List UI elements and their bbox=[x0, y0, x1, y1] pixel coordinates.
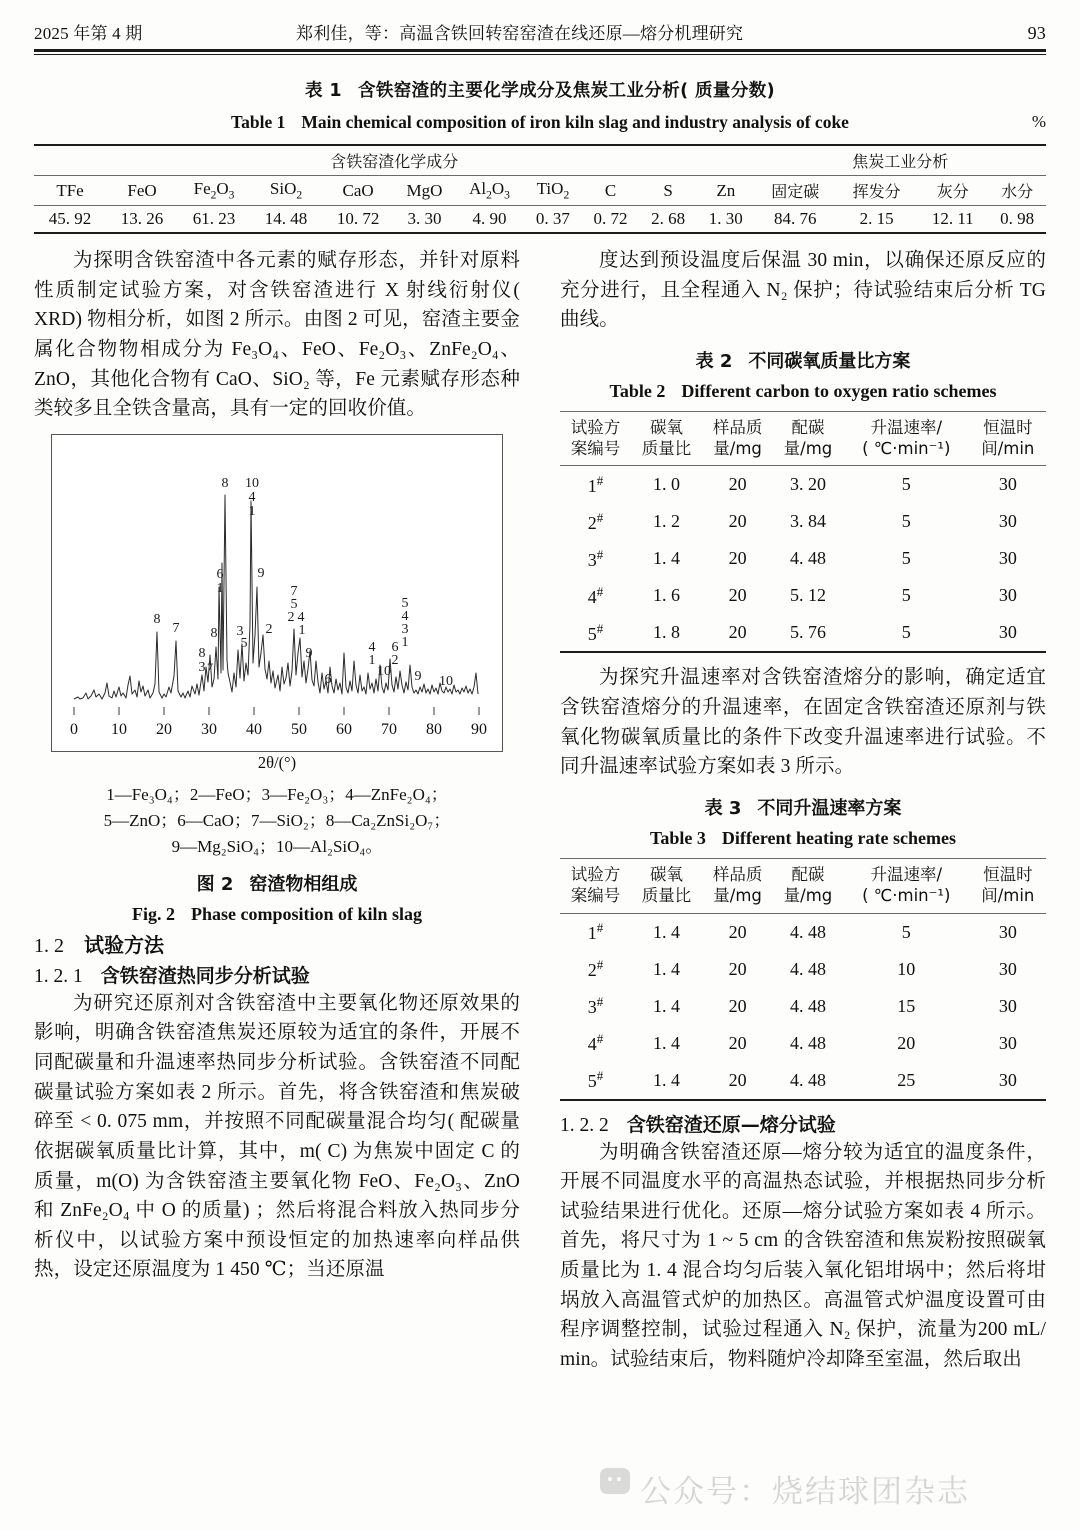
table2-cell: 20 bbox=[728, 622, 747, 643]
table1-cell: 1. 30 bbox=[708, 209, 743, 228]
figure-2-caption-en-text: Phase composition of kiln slag bbox=[190, 903, 423, 924]
table3-cell: 20 bbox=[728, 1069, 747, 1090]
table3-cell: 10 bbox=[897, 958, 916, 979]
table2-col-scheme-no-l2: 案编号 bbox=[570, 438, 621, 458]
table2-cell: 1. 8 bbox=[653, 622, 681, 643]
svg-text:8: 8 bbox=[198, 645, 206, 661]
table3-col-sample-mass-l1: 样品质 bbox=[712, 864, 763, 884]
table2-cell: 30 bbox=[998, 585, 1017, 606]
table2-cell-scheme: 4# bbox=[587, 583, 604, 607]
table1-col-zn: Zn bbox=[716, 180, 736, 200]
table3-cell-scheme: 5# bbox=[587, 1068, 604, 1091]
table1-cell: 0. 72 bbox=[593, 209, 628, 228]
table-row bbox=[560, 951, 1046, 988]
table1-col-tio2: TiO$_2$ bbox=[536, 179, 570, 202]
table1 bbox=[34, 144, 1046, 234]
table2-col-hold-time bbox=[970, 411, 1046, 466]
svg-text:7: 7 bbox=[207, 659, 213, 674]
svg-text:7: 7 bbox=[290, 583, 298, 599]
table1-cell: 13. 26 bbox=[120, 209, 164, 228]
svg-text:1: 1 bbox=[248, 503, 256, 519]
table2-cell: 5. 12 bbox=[789, 585, 826, 606]
svg-text:3: 3 bbox=[236, 623, 244, 639]
table1-group-coke: 焦炭工业分析 bbox=[755, 145, 1046, 176]
table2-cell: 20 bbox=[728, 474, 747, 495]
svg-text:6: 6 bbox=[391, 639, 399, 655]
table-row bbox=[560, 988, 1046, 1025]
table1-col-volatile: 挥发分 bbox=[852, 182, 901, 201]
right-paragraph-1: 度达到预设温度后保温 30 min，以确保还原反应的充分进行，且全程通入 N₂ 保护；待试验结束后分析 TG 曲线。 bbox=[560, 250, 1046, 331]
table2-col-carbon-mass-l2: 量/mg bbox=[783, 438, 833, 458]
table3-col-co-ratio-l1: 碳氧 bbox=[650, 864, 684, 884]
table3-caption-cn-text: 不同升温速率方案 bbox=[757, 797, 902, 819]
table2-cell: 5 bbox=[901, 474, 911, 495]
table1-cell: 0. 37 bbox=[535, 209, 570, 228]
svg-text:5: 5 bbox=[401, 595, 409, 611]
svg-text:9: 9 bbox=[305, 645, 313, 661]
table1-cell: 14. 48 bbox=[264, 209, 308, 228]
table-row bbox=[560, 466, 1046, 504]
svg-text:9: 9 bbox=[257, 565, 265, 581]
table2-cell: 5 bbox=[901, 622, 911, 643]
svg-text:8: 8 bbox=[221, 475, 229, 491]
table1-cell: 2. 15 bbox=[859, 209, 894, 228]
table3-caption-cn-num: 表 3 bbox=[704, 797, 742, 819]
svg-text:60: 60 bbox=[336, 720, 352, 738]
table3-cell: 1. 4 bbox=[653, 1032, 681, 1053]
table3-cell: 4. 48 bbox=[789, 921, 826, 942]
table3-cell: 4. 48 bbox=[789, 995, 826, 1016]
table1-cell: 84. 76 bbox=[773, 209, 817, 228]
svg-text:50: 50 bbox=[291, 720, 307, 738]
table3-col-hold-time-l2: 间/min bbox=[981, 885, 1035, 905]
table3-col-scheme-no-l2: 案编号 bbox=[570, 885, 621, 905]
figure-2-caption-cn bbox=[34, 870, 520, 896]
svg-text:4: 4 bbox=[368, 639, 376, 655]
table1-cell: 10. 72 bbox=[336, 209, 380, 228]
table3-caption-en-num: Table 3 bbox=[650, 827, 706, 848]
table3-col-carbon-mass-l2: 量/mg bbox=[783, 885, 833, 905]
figure-2-caption-cn-text: 窑渣物相组成 bbox=[249, 873, 358, 895]
figure-2-plot-area bbox=[51, 434, 503, 752]
table3-cell: 25 bbox=[897, 1069, 916, 1090]
table1-col-tfe: TFe bbox=[56, 180, 84, 200]
figure-2-legend-line-3: 9—Mg₂SiO₄；10—Al₂SiO₄。 bbox=[171, 837, 383, 857]
section-heading-1-2-2 bbox=[560, 1110, 1046, 1137]
table3-cell: 1. 4 bbox=[653, 921, 681, 942]
two-column-body bbox=[34, 234, 1046, 1375]
svg-text:9: 9 bbox=[414, 668, 422, 684]
table2 bbox=[560, 411, 1046, 654]
table3-cell: 20 bbox=[897, 1032, 916, 1053]
table1-cell: 2. 68 bbox=[651, 209, 686, 228]
table3-cell: 4. 48 bbox=[789, 1069, 826, 1090]
table2-cell: 30 bbox=[998, 548, 1017, 569]
table3-cell: 1. 4 bbox=[653, 1069, 681, 1090]
table3-cell: 20 bbox=[728, 921, 747, 942]
header-rule-thin bbox=[34, 54, 1046, 55]
table3-col-scheme-no bbox=[560, 858, 631, 913]
table2-col-co-ratio-l2: 质量比 bbox=[641, 438, 692, 458]
table3-caption-en bbox=[560, 828, 1046, 849]
svg-text:2: 2 bbox=[265, 621, 273, 637]
table2-cell: 30 bbox=[998, 511, 1017, 532]
table3 bbox=[560, 858, 1046, 1101]
svg-text:10: 10 bbox=[377, 663, 391, 679]
table1-caption-en-text: Main chemical composition of iron kiln slag and industry analysis of coke bbox=[301, 112, 849, 132]
table3-cell: 20 bbox=[728, 958, 747, 979]
section-number-1-2-1: 1. 2. 1 bbox=[34, 965, 83, 987]
svg-text:3: 3 bbox=[198, 659, 206, 675]
table2-col-carbon-mass-l1: 配碳 bbox=[791, 417, 825, 437]
table3-cell-scheme: 3# bbox=[587, 994, 604, 1017]
svg-text:70: 70 bbox=[381, 720, 397, 738]
table1-col-ash: 灰分 bbox=[936, 182, 969, 201]
svg-text:4: 4 bbox=[248, 489, 256, 505]
table3-cell: 5 bbox=[901, 921, 911, 942]
section-number-1-2: 1. 2 bbox=[34, 934, 64, 957]
table2-cell: 4. 48 bbox=[789, 548, 826, 569]
table3-col-sample-mass-l2: 量/mg bbox=[713, 885, 762, 905]
left-paragraph-1: 为探明含铁窑渣中各元素的赋存形态，并针对原料性质制定试验方案，对含铁窑渣进行 X 射线衍射仪( XRD) 物相分析，如图 2 所示。由图 2 可见，窑渣主要金属化合物物相成分为 Fe₃O₄、FeO、Fe₂O₃、ZnFe₂O₄、ZnO，其他化合物有 CaO、SiO₂ 等，Fe 元素赋存形态种类较多且全铁含量高，具有一定的回收价值。 bbox=[34, 250, 520, 420]
svg-text:10: 10 bbox=[245, 475, 259, 491]
svg-text:4: 4 bbox=[297, 609, 305, 625]
table2-col-sample-mass-l1: 样品质 bbox=[712, 417, 763, 437]
table2-cell: 5 bbox=[901, 548, 911, 569]
section-heading-1-2-1 bbox=[34, 961, 520, 988]
table2-caption-cn-num: 表 2 bbox=[695, 350, 733, 372]
watermark-text: 公众号：烧结球团杂志 bbox=[640, 1474, 970, 1510]
table3-cell: 30 bbox=[998, 1069, 1017, 1090]
table1-cell: 4. 90 bbox=[472, 209, 507, 228]
table2-cell: 30 bbox=[998, 622, 1017, 643]
table2-caption-en-text: Different carbon to oxygen ratio schemes bbox=[681, 380, 997, 401]
table2-caption-cn-text: 不同碳氧质量比方案 bbox=[748, 350, 911, 372]
table1-group-slag: 含铁窑渣化学成分 bbox=[34, 145, 755, 176]
svg-text:6: 6 bbox=[324, 671, 332, 687]
table-row bbox=[560, 1025, 1046, 1062]
table3-col-co-ratio-l2: 质量比 bbox=[641, 885, 692, 905]
wechat-badge-icon bbox=[600, 1468, 630, 1494]
table2-cell: 1. 4 bbox=[653, 548, 681, 569]
page-number: 93 bbox=[1027, 23, 1046, 43]
svg-text:40: 40 bbox=[246, 720, 262, 738]
table3-col-hold-time bbox=[970, 858, 1046, 913]
svg-text:8: 8 bbox=[153, 611, 161, 627]
table2-cell: 20 bbox=[728, 585, 747, 606]
table3-cell: 20 bbox=[728, 995, 747, 1016]
table2-cell-scheme: 3# bbox=[587, 546, 604, 570]
xrd-pattern-chart bbox=[52, 435, 502, 751]
table2-cell: 1. 0 bbox=[653, 474, 681, 495]
table3-cell-scheme: 2# bbox=[587, 957, 604, 980]
table3-cell: 4. 48 bbox=[789, 1032, 826, 1053]
table3-cell: 30 bbox=[998, 921, 1017, 942]
table2-caption-en bbox=[560, 381, 1046, 402]
table1-cell: 3. 30 bbox=[407, 209, 442, 228]
section-heading-1-2 bbox=[34, 929, 520, 958]
table2-cell: 30 bbox=[998, 474, 1017, 495]
table3-col-scheme-no-l1: 试验方 bbox=[570, 864, 621, 884]
table3-col-hold-time-l1: 恒温时 bbox=[983, 864, 1033, 884]
table1-caption-cn-num: 表 1 bbox=[304, 81, 342, 101]
table2-cell: 1. 6 bbox=[653, 585, 681, 606]
table2-caption-cn bbox=[560, 347, 1046, 373]
table3-col-carbon-mass bbox=[773, 858, 843, 913]
section-title-1-2-1: 含铁窑渣热同步分析试验 bbox=[100, 964, 310, 987]
table1-caption-en-num: Table 1 bbox=[231, 112, 286, 132]
table3-cell: 30 bbox=[998, 1032, 1017, 1053]
table3-cell: 20 bbox=[728, 1032, 747, 1053]
table3-cell-scheme: 4# bbox=[587, 1031, 604, 1054]
table1-col-fixed-carbon: 固定碳 bbox=[771, 182, 820, 201]
table1-header-row bbox=[34, 176, 1046, 206]
figure-2 bbox=[34, 434, 520, 925]
table2-cell-scheme: 1# bbox=[587, 472, 604, 496]
figure-2-legend-line-1: 1—Fe₃O₄；2—FeO；3—Fe₂O₃；4—ZnFe₂O₄； bbox=[106, 784, 448, 804]
svg-text:6: 6 bbox=[216, 566, 224, 582]
table2-col-scheme-no-l1: 试验方 bbox=[570, 417, 621, 437]
table2-col-scheme-no bbox=[560, 411, 631, 466]
table2-col-co-ratio bbox=[631, 411, 702, 466]
table2-cell: 3. 20 bbox=[789, 474, 826, 495]
table2-col-hold-time-l2: 间/min bbox=[981, 438, 1035, 458]
table3-col-co-ratio bbox=[631, 858, 702, 913]
left-paragraph-2: 为研究还原剂对含铁窑渣中主要氧化物还原效果的影响，明确含铁窑渣焦炭还原较为适宜的条件，开展不同配碳量和升温速率热同步分析试验。含铁窑渣不同配碳量试验方案如表 2 所示。首先，将含铁窑渣和焦炭破碎至 < 0. 075 mm，并按照不同配碳量混合均匀( 配碳量依据碳氧质量比计算，其中，m( C) 为焦炭中固定 C 的质量，m(O) 为含铁窑渣主要氧化物 FeO、Fe₂O₃、ZnO 和 ZnFe₂O₄ 中 O 的质量) ；然后将混合料放入热同步分析仪中，以试验方案中预设恒定的加热速率向样品供热，设定还原温度为 1 450 ℃；当还原温 bbox=[34, 992, 520, 1281]
table3-cell: 1. 4 bbox=[653, 995, 681, 1016]
table-row bbox=[560, 540, 1046, 577]
section-number-1-2-2: 1. 2. 2 bbox=[560, 1114, 609, 1136]
table1-col-c: C bbox=[604, 180, 617, 200]
svg-text:0: 0 bbox=[70, 720, 78, 738]
table3-cell: 30 bbox=[998, 958, 1017, 979]
table3-caption-en-text: Different heating rate schemes bbox=[721, 827, 956, 848]
table-row bbox=[560, 614, 1046, 652]
table1-group-row bbox=[34, 145, 1046, 176]
table3-col-heating-rate-l1: 升温速率/ bbox=[870, 864, 943, 884]
table2-cell: 5 bbox=[901, 511, 911, 532]
svg-text:20: 20 bbox=[156, 720, 172, 738]
table3-header-row bbox=[560, 858, 1046, 913]
svg-text:1: 1 bbox=[401, 634, 409, 650]
table2-col-sample-mass-l2: 量/mg bbox=[713, 438, 762, 458]
table3-col-heating-rate-l2: ( ℃·min⁻¹) bbox=[862, 885, 951, 905]
svg-text:30: 30 bbox=[201, 720, 217, 738]
left-column bbox=[34, 234, 520, 1375]
section-title-1-2: 试验方法 bbox=[84, 932, 164, 957]
table1-cell: 12. 11 bbox=[931, 209, 974, 228]
svg-text:80: 80 bbox=[426, 720, 442, 738]
table2-col-co-ratio-l1: 碳氧 bbox=[650, 417, 684, 437]
svg-text:5: 5 bbox=[240, 635, 248, 651]
table3-col-heating-rate bbox=[843, 858, 970, 913]
figure-2-caption-en-num: Fig. 2 bbox=[131, 903, 175, 924]
table2-caption-en-num: Table 2 bbox=[609, 380, 666, 401]
table2-cell-scheme: 2# bbox=[587, 509, 604, 533]
svg-text:5: 5 bbox=[290, 596, 298, 612]
table1-col-mgo: MgO bbox=[406, 180, 443, 200]
table3-cell-scheme: 1# bbox=[587, 920, 604, 943]
table3-cell: 30 bbox=[998, 995, 1017, 1016]
table-row bbox=[560, 503, 1046, 540]
running-head bbox=[34, 0, 1046, 44]
table3-cell: 15 bbox=[897, 995, 916, 1016]
svg-text:2: 2 bbox=[391, 652, 399, 668]
svg-text:1: 1 bbox=[216, 580, 224, 596]
table2-cell: 20 bbox=[728, 548, 747, 569]
table2-header-row bbox=[560, 411, 1046, 466]
table2-col-sample-mass bbox=[702, 411, 773, 466]
table1-col-al2o3: $Al_2O_3$ bbox=[469, 179, 510, 202]
svg-text:4: 4 bbox=[401, 608, 409, 624]
table-row bbox=[34, 206, 1046, 234]
running-head-issue: 2025 年第 4 期 bbox=[34, 24, 143, 43]
table2-col-heating-rate bbox=[843, 411, 970, 466]
table2-cell: 5 bbox=[901, 585, 911, 606]
table2-col-carbon-mass bbox=[773, 411, 843, 466]
figure-2-legend-line-2: 5—ZnO；6—CaO；7—SiO₂；8—Ca₂ZnSi₂O₇； bbox=[103, 811, 451, 831]
table1-unit-note: % bbox=[1031, 112, 1046, 131]
table2-cell: 3. 84 bbox=[789, 511, 826, 532]
running-head-title: 郑利佳，等：高温含铁回转窑窑渣在线还原—熔分机理研究 bbox=[296, 24, 744, 43]
table-row bbox=[560, 913, 1046, 951]
table2-cell: 5. 76 bbox=[789, 622, 826, 643]
table1-caption-cn bbox=[34, 77, 1046, 102]
figure-2-caption-en bbox=[34, 904, 520, 925]
svg-text:8: 8 bbox=[210, 625, 218, 641]
table3-cell: 4. 48 bbox=[789, 958, 826, 979]
table1-col-feo: FeO bbox=[127, 180, 157, 200]
table2-col-heating-rate-l1: 升温速率/ bbox=[870, 417, 943, 437]
table2-col-hold-time-l1: 恒温时 bbox=[983, 417, 1033, 437]
svg-text:2: 2 bbox=[287, 609, 295, 625]
table1-col-fe2o3: $Fe_2O_3$ bbox=[193, 179, 235, 202]
table2-cell-scheme: 5# bbox=[587, 620, 604, 644]
table2-cell: 1. 2 bbox=[653, 511, 681, 532]
table1-col-moisture: 水分 bbox=[1001, 182, 1034, 201]
svg-text:1: 1 bbox=[368, 652, 376, 668]
svg-text:90: 90 bbox=[471, 720, 487, 738]
svg-text:10: 10 bbox=[439, 673, 453, 689]
table1-caption-en bbox=[34, 112, 1046, 133]
svg-text:1: 1 bbox=[298, 622, 306, 638]
figure-2-legend bbox=[34, 782, 520, 861]
table2-col-heating-rate-l2: ( ℃·min⁻¹) bbox=[862, 438, 951, 458]
table1-col-s: S bbox=[663, 180, 673, 200]
table1-col-cao: CaO bbox=[342, 180, 374, 200]
table2-cell: 20 bbox=[728, 511, 747, 532]
svg-text:7: 7 bbox=[172, 620, 180, 636]
section-title-1-2-2: 含铁窑渣还原—熔分试验 bbox=[626, 1113, 836, 1136]
right-column bbox=[560, 234, 1046, 1375]
table-row bbox=[560, 1062, 1046, 1100]
svg-text:3: 3 bbox=[401, 621, 409, 637]
table3-cell: 1. 4 bbox=[653, 958, 681, 979]
table-row bbox=[560, 577, 1046, 614]
header-rule-thick bbox=[34, 49, 1046, 52]
table1-cell: 45. 92 bbox=[48, 209, 92, 228]
table1-col-sio2: SiO$_2$ bbox=[269, 179, 303, 202]
right-paragraph-2: 为探究升温速率对含铁窑渣熔分的影响，确定适宜含铁窑渣熔分的升温速率，在固定含铁窑渣还原剂与铁氧化物碳氧质量比的条件下改变升温速率进行试验。不同升温速率试验方案如表 3 所示。 bbox=[560, 667, 1046, 778]
table3-caption-cn bbox=[560, 794, 1046, 820]
table3-col-sample-mass bbox=[702, 858, 773, 913]
right-paragraph-3: 为明确含铁窑渣还原—熔分较为适宜的温度条件，开展不同温度水平的高温热态试验，并根据热同步分析试验结果进行优化。还原—熔分试验方案如表 4 所示。首先，将尺寸为 1 ~ 5 cm 的含铁窑渣和焦炭粉按照碳氧质量比为 1. 4 混合均匀后装入氧化铝坩埚中；然后将坩埚放入高温管式炉的加热区。高温管式炉温度设置可由程序调整控制，试验过程通入 N₂ 保护，流量为200 mL/ min。试验结束后，物料随炉冷却降至室温，然后取出 bbox=[560, 1141, 1046, 1370]
figure-2-caption-cn-num: 图 2 bbox=[196, 873, 234, 895]
table3-col-carbon-mass-l1: 配碳 bbox=[791, 864, 825, 884]
svg-text:10: 10 bbox=[111, 720, 127, 738]
figure-2-x-axis-label: 2θ/(°) bbox=[257, 752, 297, 772]
table1-cell: 61. 23 bbox=[192, 209, 236, 228]
table1-cell: 0. 98 bbox=[1000, 209, 1035, 228]
table1-caption-cn-text: 含铁窑渣的主要化学成分及焦炭工业分析( 质量分数) bbox=[357, 81, 776, 101]
